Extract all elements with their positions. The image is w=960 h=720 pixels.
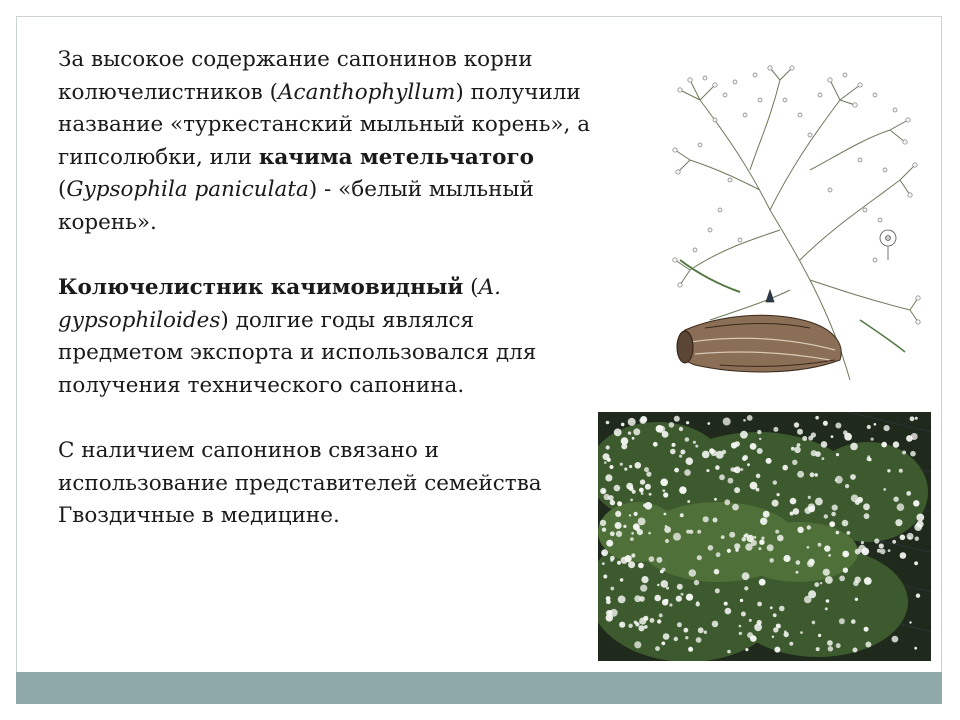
roots-drawing [677, 315, 841, 372]
flower-detail-icon [880, 230, 896, 260]
text-content [58, 44, 598, 533]
paragraph-2 [58, 272, 598, 402]
text-run: ( [58, 177, 67, 203]
text-run: ) долгие годы являлся предметом экспорта и использовался для получения технического сапонина. [58, 307, 537, 398]
text-run: С наличием сапонинов связано и использование представителей семейства Гвоздичные в медицине. [58, 438, 542, 529]
footer-band [16, 672, 942, 704]
photo-rendering [598, 412, 931, 661]
paragraph-1 [58, 44, 598, 240]
text-run: ) получили название «туркестанский мыльный корень», а гипсолюбки, или [58, 79, 591, 170]
latin-name: A. gypsophiloides [58, 275, 501, 333]
plant-drawing [660, 60, 922, 390]
latin-name: Gypsophila paniculata [66, 177, 309, 203]
flower-photo [598, 412, 931, 661]
bold-name: качима метельчатого [258, 144, 535, 170]
text-run: ( [463, 275, 479, 301]
paragraph-3 [58, 435, 598, 533]
seed-pod-icon [766, 290, 774, 302]
latin-name: Acanthophyllum [278, 79, 456, 105]
text-run: ) - «белый мыльный корень». [58, 177, 534, 235]
botanical-illustration [660, 60, 922, 390]
bold-name: Колючелистник качимовидный [58, 275, 464, 301]
text-run: За высокое содержание сапонинов корни колючелистников ( [58, 47, 533, 105]
